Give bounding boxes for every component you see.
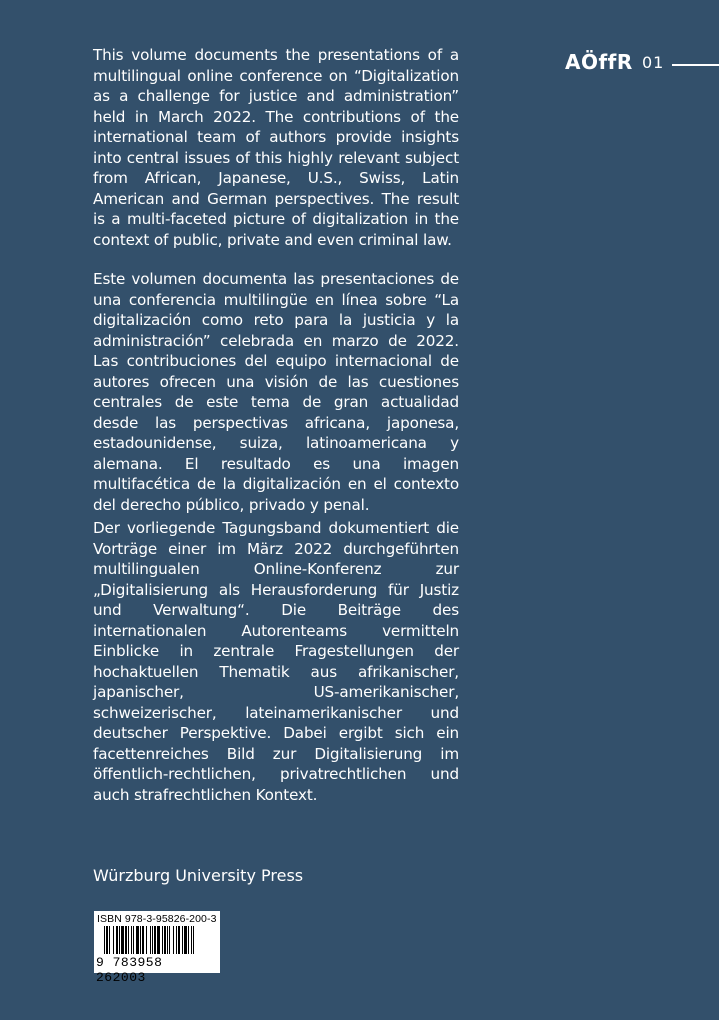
series-abbreviation: AÖffR xyxy=(565,50,633,74)
barcode-bars xyxy=(98,926,216,956)
barcode-bar xyxy=(169,926,170,954)
barcode-bar xyxy=(121,926,124,954)
barcode-bar xyxy=(184,926,187,954)
barcode-bar xyxy=(191,926,192,954)
barcode-bar xyxy=(182,926,183,954)
barcode-bar xyxy=(154,926,156,954)
series-volume-number: 01 xyxy=(642,53,665,72)
barcode-bar xyxy=(136,926,139,954)
barcode-bar xyxy=(188,926,189,954)
barcode-bar xyxy=(113,926,114,954)
barcode-bar xyxy=(162,926,163,954)
barcode-bar xyxy=(152,926,153,954)
barcode-bar xyxy=(104,926,105,954)
publisher-name: Würzburg University Press xyxy=(93,866,304,885)
blurb-german: Der vorliegende Tagungsband dokumentiert die Vorträge einer im März 2022 durchgeführten multilingualen Online-Konferenz zur „Digitalisierung als Herausforderung für Justiz und Verwaltung“. Die Beiträge des internationalen Autorenteams vermitteln Einblicke in zentrale Fragestellungen der hochaktuellen Thematik aus afrikanischer, japanischer, US-amerikanischer, schweizerischer, lateinamerikanischer und deutscher Perspektive. Dabei ergibt sich ein facettenreiches Bild zur Digitalisierung im öffentlich-rechtlichen, privatrechtlichen und auch strafrechtlichen Kontext. xyxy=(93,519,459,804)
barcode-bar xyxy=(157,926,160,954)
barcode-bar xyxy=(178,926,180,954)
barcode-bar xyxy=(176,926,177,954)
barcode-bar xyxy=(173,926,174,954)
barcode-bar xyxy=(140,926,141,954)
series-rule xyxy=(672,64,719,66)
barcode-bar xyxy=(109,926,110,954)
barcode-bar xyxy=(128,926,129,954)
barcode-bar xyxy=(116,926,118,954)
ean-digits: 9 783958 262003 xyxy=(96,955,163,985)
barcode-bar xyxy=(150,926,151,954)
blurb-spanish: Este volumen documenta las presentaciones de una conferencia multilingüe en línea sobre “La digitalización como reto para la justicia y la administración” celebrada en marzo de 2022. Las contribuciones del equipo internacional de autores ofrecen una visión de las cuestiones centrales de este tema de gran actualidad desde las perspectivas africana, japonesa, estadounidense, suiza, latinoamericana y alemana. El resultado es una imagen multifacética de la digitalización en el contexto del derecho público, privado y penal. xyxy=(93,270,459,514)
isbn-label: ISBN 978-3-95826-200-3 xyxy=(97,913,217,925)
barcode-bar xyxy=(164,926,166,954)
blurb-english: This volume documents the presentations of a multilingual online conference on “Digitalization as a challenge for justice and administration” held in March 2022. The contributions of the international team of authors provide insights into central issues of this highly relevant subject from African, Japanese, U.S., Swiss, Latin American and German perspectives. The result is a multi-faceted picture of digitalization in the context of public, private and even criminal law. xyxy=(93,46,459,249)
barcode-bar xyxy=(106,926,108,954)
barcode-bar xyxy=(125,926,127,954)
barcode-bar xyxy=(146,926,147,954)
barcode-bar xyxy=(142,926,144,954)
barcode-bar xyxy=(193,926,194,954)
barcode-bar xyxy=(131,926,132,954)
barcode-bar xyxy=(167,926,168,954)
barcode-bar xyxy=(119,926,120,954)
isbn-barcode xyxy=(94,911,220,985)
barcode-bar xyxy=(133,926,134,954)
